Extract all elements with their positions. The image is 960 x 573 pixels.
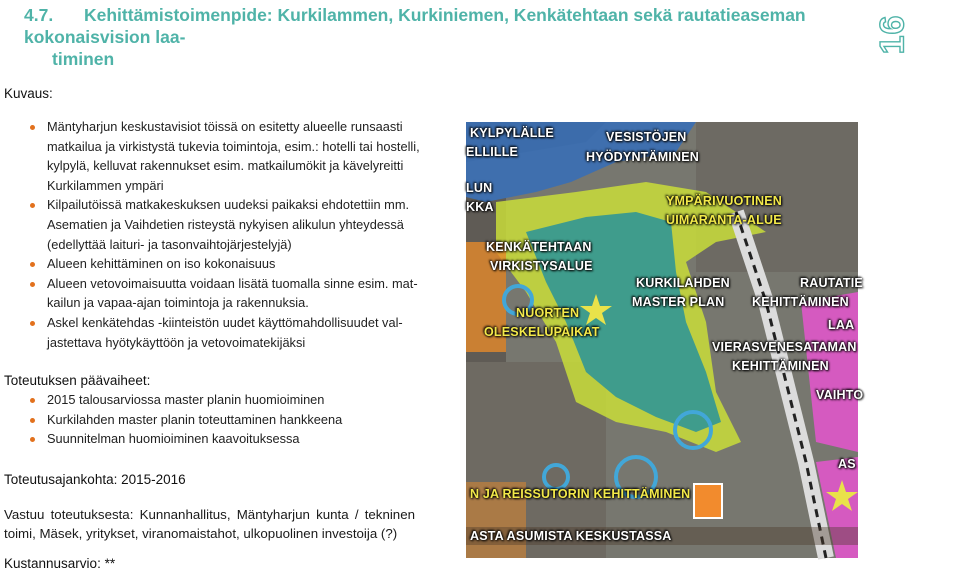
map-label: ASTA ASUMISTA KESKUSTASSA — [470, 529, 672, 543]
map-label: VAIHTO — [816, 388, 864, 402]
description-heading — [4, 86, 53, 101]
section-number: 4.7. — [24, 5, 54, 25]
cost-row — [4, 556, 115, 571]
cost-label: Kustannusarvio — [4, 556, 98, 571]
list-item: Alueen kehittäminen on iso kokonaisuus — [30, 254, 422, 274]
map-label: ELLILLE — [466, 145, 519, 159]
map-label: HYÖDYNTÄMINEN — [586, 150, 700, 164]
cost-value: : ** — [97, 556, 116, 571]
list-item: Alueen vetovoimaisuutta voidaan lisätä tuomalla sinne esim. matkailun ja vapaa-ajan toimintoja ja rakennuksia. — [30, 274, 422, 313]
list-item: Askel kenkätehdas -kiinteistön uudet käyttömahdollisuudet valjastettava hyötykäyttöön ja vetovoimatekijäksi — [30, 313, 422, 352]
schedule-row — [4, 472, 186, 487]
map-label: LAA — [828, 318, 855, 332]
map-label: VESISTÖJEN — [606, 130, 687, 144]
map-label: VIRKISTYSALUE — [490, 259, 593, 273]
map-label: UIMARANTA-ALUE — [666, 213, 782, 227]
responsible-value: : Kunnanhallitus, Mäntyharjun kunta / tekninen toimi, Mäsek, yritykset, viranomaistahot, ulkopuolinen investoija (?) — [4, 507, 415, 541]
master-plan-map — [466, 122, 864, 558]
description-colon: : — [49, 86, 53, 101]
map-label: VIERASVENESATAMAN — [712, 340, 857, 354]
responsible-row — [4, 505, 415, 543]
map-label: YMPÄRIVUOTINEN — [666, 194, 783, 208]
list-item: Kilpailutöissä matkakeskuksen uudeksi paikaksi ehdotettiin mm. Asematien ja Vaihdetien risteystä nykyisen alikulun yhteydessä (edellyttää laituri- ja tasonvaihtojärjestelyjä) — [30, 195, 422, 254]
title-line1: Kehittämistoimenpide: Kurkilammen, Kurkiniemen, Kenkätehtaan sekä rautatieaseman kokonaisvision laa- — [24, 5, 806, 47]
section-title — [24, 4, 854, 70]
description-label: Kuvaus — [4, 86, 50, 101]
map-label: KYLPYLÄLLE — [470, 126, 554, 140]
map-label: AS — [838, 457, 856, 471]
title-line2: timinen — [52, 49, 115, 69]
page-number — [873, 14, 912, 54]
map-label: OLESKELUPAIKAT — [484, 325, 600, 339]
list-item: Kurkilahden master planin toteuttaminen hankkeena — [30, 410, 390, 430]
phases-colon: : — [146, 373, 151, 388]
phases-list — [30, 390, 390, 449]
phases-heading — [4, 373, 150, 388]
description-list — [30, 117, 422, 352]
schedule-label: Toteutusajankohta — [4, 472, 114, 487]
page-number-text: 16 — [873, 14, 912, 54]
list-item: Suunnitelman huomioiminen kaavoituksessa — [30, 429, 390, 449]
map-label: KURKILAHDEN — [636, 276, 730, 290]
map-label: KENKÄTEHTAAN — [486, 240, 592, 254]
map-label: NUORTEN — [516, 306, 580, 320]
map-label: LUN — [466, 181, 493, 195]
map-label: KEHITTÄMINEN — [732, 359, 829, 373]
map-label: RAUTATIE — [800, 276, 863, 290]
schedule-value: : 2015-2016 — [113, 472, 186, 487]
map-label: MASTER PLAN — [632, 295, 725, 309]
responsible-label: Vastuu toteutuksesta — [4, 507, 130, 522]
phases-label: Toteutuksen päävaiheet — [4, 373, 147, 388]
map-label: KEHITTÄMINEN — [752, 295, 849, 309]
map-label: N JA REISSUTORIN KEHITTÄMINEN — [470, 487, 691, 501]
list-item: 2015 talousarviossa master planin huomioiminen — [30, 390, 390, 410]
map-label: KKA — [466, 200, 494, 214]
list-item: Mäntyharjun keskustavisiot töissä on esitetty alueelle runsaasti matkailua ja virkistystä tukevia toimintoja, esim.: hotelli tai hostelli, kylpylä, kelluvat rakennukset esim. matkailumökit ja kävelyreitti Kurkilammen ympäri — [30, 117, 422, 195]
